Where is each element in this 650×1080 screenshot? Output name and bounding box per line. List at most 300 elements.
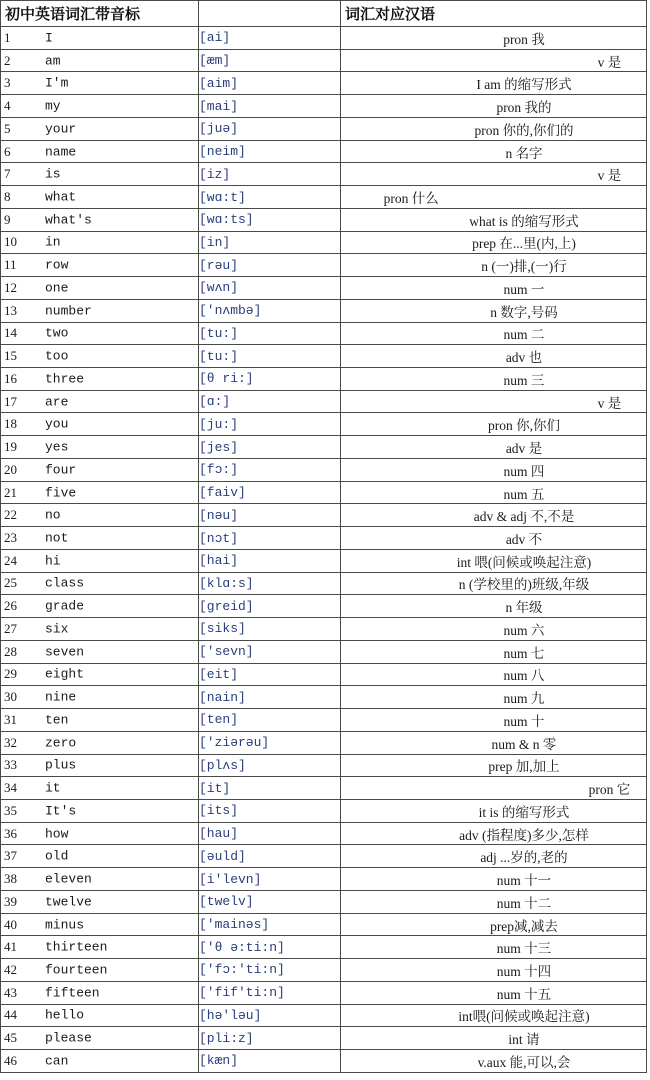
word-cell [1, 254, 199, 277]
phonetic-symbol: [tu:] [199, 325, 239, 341]
phonetic-cell [199, 299, 341, 322]
meaning-cell [341, 117, 647, 140]
word-cell [1, 322, 199, 345]
meaning-cell [341, 72, 647, 95]
meaning-cell [341, 1004, 647, 1027]
row-number: 11 [4, 257, 17, 273]
table-row [1, 436, 647, 459]
table-row [1, 1050, 647, 1073]
chinese-meaning: n 年级 [505, 600, 543, 616]
phonetic-cell [199, 959, 341, 982]
english-word: what's [45, 212, 92, 228]
word-cell [1, 686, 199, 709]
phonetic-symbol: [hai] [199, 553, 239, 569]
word-cell [1, 95, 199, 118]
phonetic-symbol: [hə'ləu] [199, 1007, 262, 1023]
row-number: 36 [4, 825, 17, 841]
row-number: 45 [4, 1030, 17, 1046]
table-row [1, 117, 647, 140]
phonetic-symbol: [ɑ:] [199, 394, 231, 410]
table-row [1, 549, 647, 572]
phonetic-cell [199, 186, 341, 209]
meaning-cell [341, 959, 647, 982]
chinese-meaning: I am 的缩写形式 [476, 77, 572, 93]
english-word: how [45, 826, 69, 842]
row-number: 38 [4, 871, 17, 887]
english-word: thirteen [45, 939, 108, 955]
row-number: 35 [4, 802, 17, 818]
chinese-meaning: num 十一 [496, 873, 552, 889]
table-row [1, 527, 647, 550]
row-number: 30 [4, 689, 17, 705]
phonetic-symbol: [greid] [199, 598, 254, 614]
row-number: 31 [4, 711, 17, 727]
chinese-meaning: pron 你,你们 [488, 418, 560, 434]
english-word: seven [45, 644, 85, 660]
phonetic-cell [199, 549, 341, 572]
table-row [1, 299, 647, 322]
table-row [1, 822, 647, 845]
phonetic-cell [199, 527, 341, 550]
phonetic-symbol: [plʌs] [199, 757, 246, 773]
word-cell [1, 186, 199, 209]
word-cell [1, 1027, 199, 1050]
table-row [1, 686, 647, 709]
table-row [1, 322, 647, 345]
meaning-cell [341, 572, 647, 595]
english-word: are [45, 394, 69, 410]
meaning-cell [341, 436, 647, 459]
row-number: 33 [4, 757, 17, 773]
word-cell [1, 140, 199, 163]
table-row [1, 254, 647, 277]
word-cell [1, 231, 199, 254]
meaning-cell [341, 663, 647, 686]
chinese-meaning: num 六 [503, 622, 545, 638]
phonetic-cell [199, 981, 341, 1004]
row-number: 27 [4, 620, 17, 636]
english-word: please [45, 1030, 92, 1046]
row-number: 37 [4, 848, 17, 864]
row-number: 29 [4, 666, 17, 682]
table-row [1, 572, 647, 595]
meaning-cell [341, 140, 647, 163]
table-row [1, 140, 647, 163]
chinese-meaning: adv 也 [505, 350, 543, 366]
word-cell [1, 504, 199, 527]
phonetic-symbol: [neim] [199, 144, 246, 160]
english-word: hello [45, 1007, 85, 1023]
phonetic-symbol: [fɔ:] [199, 462, 239, 478]
english-word: row [45, 257, 69, 273]
english-word: nine [45, 689, 77, 705]
word-cell [1, 640, 199, 663]
chinese-meaning: int喂(问候或唤起注意) [458, 1009, 590, 1025]
phonetic-symbol: [θ ri:] [199, 371, 254, 387]
phonetic-symbol: [wɑ:ts] [199, 212, 254, 228]
table-row [1, 368, 647, 391]
chinese-meaning: num 十三 [496, 941, 552, 957]
chinese-meaning: prep减,减去 [490, 918, 558, 934]
table-row [1, 754, 647, 777]
row-number: 14 [4, 325, 17, 341]
phonetic-cell [199, 686, 341, 709]
word-cell [1, 481, 199, 504]
meaning-cell [341, 345, 647, 368]
meaning-cell [341, 322, 647, 345]
word-cell [1, 959, 199, 982]
english-word: your [45, 121, 77, 137]
phonetic-cell [199, 436, 341, 459]
table-row [1, 1027, 647, 1050]
phonetic-cell [199, 595, 341, 618]
phonetic-symbol: [eit] [199, 666, 239, 682]
english-word: you [45, 416, 69, 432]
chinese-meaning: adj ...岁的,老的 [480, 850, 568, 866]
chinese-meaning: num 七 [503, 645, 545, 661]
meaning-cell [341, 49, 647, 72]
phonetic-cell [199, 413, 341, 436]
chinese-meaning: pron 我 [503, 31, 545, 47]
row-number: 46 [4, 1052, 17, 1068]
table-row [1, 413, 647, 436]
meaning-cell [341, 208, 647, 231]
word-cell [1, 72, 199, 95]
chinese-meaning: num 二 [503, 327, 545, 343]
row-number: 16 [4, 370, 17, 386]
meaning-cell [341, 527, 647, 550]
english-word: fifteen [45, 985, 100, 1001]
chinese-meaning: int 喂(问候或唤起注意) [456, 554, 592, 570]
phonetic-symbol: [jes] [199, 439, 239, 455]
phonetic-cell [199, 208, 341, 231]
table-row [1, 390, 647, 413]
row-number: 2 [4, 52, 11, 68]
word-cell [1, 27, 199, 50]
english-word: eleven [45, 871, 92, 887]
table-row [1, 49, 647, 72]
phonetic-symbol: [wɑ:t] [199, 189, 246, 205]
chinese-meaning: num 十五 [496, 986, 552, 1002]
chinese-meaning: num 十四 [496, 963, 552, 979]
word-cell [1, 822, 199, 845]
table-row [1, 208, 647, 231]
meaning-cell [341, 27, 647, 50]
meaning-cell [341, 277, 647, 300]
row-number: 44 [4, 1007, 17, 1023]
phonetic-symbol: [rəu] [199, 257, 239, 273]
phonetic-cell [199, 481, 341, 504]
phonetic-symbol: [æm] [199, 53, 231, 69]
english-word: what [45, 189, 77, 205]
table-row [1, 27, 647, 50]
phonetic-cell [199, 777, 341, 800]
word-cell [1, 868, 199, 891]
row-number: 18 [4, 416, 17, 432]
phonetic-cell [199, 618, 341, 641]
meaning-cell [341, 413, 647, 436]
word-cell [1, 527, 199, 550]
row-number: 8 [4, 189, 11, 204]
table-row [1, 799, 647, 822]
meaning-cell [341, 390, 647, 413]
phonetic-symbol: ['ziərəu] [199, 735, 270, 751]
row-number: 7 [4, 166, 11, 182]
english-word: name [45, 144, 77, 160]
phonetic-cell [199, 1027, 341, 1050]
meaning-cell [341, 640, 647, 663]
phonetic-symbol: [twelv] [199, 894, 254, 910]
row-number: 1 [4, 29, 11, 45]
english-word: three [45, 371, 85, 387]
meaning-cell [341, 458, 647, 481]
meaning-cell [341, 231, 647, 254]
meaning-cell [341, 890, 647, 913]
english-word: no [45, 507, 61, 523]
chinese-meaning: num 九 [503, 691, 545, 707]
phonetic-cell [199, 95, 341, 118]
chinese-meaning: pron 什么 [383, 191, 439, 206]
phonetic-symbol: ['fɔ:'ti:n] [199, 962, 285, 978]
row-number: 39 [4, 893, 17, 909]
chinese-meaning: int 请 [508, 1032, 540, 1048]
table-row [1, 913, 647, 936]
phonetic-cell [199, 868, 341, 891]
meaning-cell [341, 777, 647, 800]
phonetic-cell [199, 709, 341, 732]
chinese-meaning: pron 它 [588, 782, 631, 798]
row-number: 15 [4, 348, 17, 364]
phonetic-cell [199, 731, 341, 754]
header-phonetic-blank [199, 1, 341, 27]
chinese-meaning: adv 是 [505, 441, 543, 457]
phonetic-cell [199, 572, 341, 595]
english-word: can [45, 1053, 69, 1069]
phonetic-symbol: ['mainəs] [199, 917, 270, 932]
phonetic-symbol: [tu:] [199, 348, 239, 364]
chinese-meaning: num 五 [503, 486, 545, 502]
phonetic-cell [199, 1050, 341, 1073]
row-number: 5 [4, 120, 11, 136]
phonetic-symbol: [juə] [199, 121, 239, 137]
table-row [1, 595, 647, 618]
word-cell [1, 663, 199, 686]
english-word: old [45, 848, 69, 864]
phonetic-cell [199, 504, 341, 527]
meaning-cell [341, 95, 647, 118]
word-cell [1, 163, 199, 186]
word-cell [1, 1004, 199, 1027]
phonetic-cell [199, 254, 341, 277]
table-row [1, 458, 647, 481]
phonetic-symbol: [nəu] [199, 507, 239, 523]
word-cell [1, 368, 199, 391]
phonetic-symbol: ['nʌmbə] [199, 303, 262, 319]
table-row [1, 981, 647, 1004]
meaning-cell [341, 868, 647, 891]
meaning-cell [341, 1050, 647, 1073]
chinese-meaning: num & n 零 [491, 736, 557, 752]
row-number: 21 [4, 484, 17, 500]
table-row [1, 890, 647, 913]
phonetic-cell [199, 936, 341, 959]
meaning-cell [341, 754, 647, 777]
table-row [1, 186, 647, 209]
chinese-meaning: n 名字 [505, 145, 543, 161]
word-cell [1, 458, 199, 481]
chinese-meaning: it is 的缩写形式 [478, 804, 570, 820]
phonetic-symbol: [faiv] [199, 485, 246, 501]
phonetic-cell [199, 117, 341, 140]
phonetic-cell [199, 754, 341, 777]
row-number: 41 [4, 939, 17, 955]
row-number: 20 [4, 461, 17, 477]
phonetic-cell [199, 322, 341, 345]
header-title: 初中英语词汇带音标 [1, 1, 199, 27]
meaning-cell [341, 1027, 647, 1050]
chinese-meaning: v 是 [597, 54, 622, 70]
english-word: plus [45, 757, 77, 773]
word-cell [1, 572, 199, 595]
meaning-cell [341, 913, 647, 936]
table-row [1, 959, 647, 982]
meaning-cell [341, 504, 647, 527]
header-meaning-title: 词汇对应汉语 [341, 1, 647, 27]
table-row [1, 504, 647, 527]
english-word: six [45, 621, 69, 637]
english-word: eight [45, 666, 85, 682]
english-word: in [45, 234, 61, 250]
phonetic-symbol: [wʌn] [199, 280, 239, 296]
word-cell [1, 981, 199, 1004]
word-cell [1, 777, 199, 800]
table-row [1, 663, 647, 686]
chinese-meaning: num 十二 [496, 895, 552, 911]
row-number: 10 [4, 234, 17, 250]
table-row [1, 936, 647, 959]
row-number: 32 [4, 734, 17, 750]
meaning-cell [341, 481, 647, 504]
chinese-meaning: adv 不 [505, 532, 543, 548]
phonetic-cell [199, 822, 341, 845]
phonetic-cell [199, 913, 341, 936]
chinese-meaning: num 十 [503, 713, 545, 729]
table-row [1, 618, 647, 641]
phonetic-symbol: ['fif'ti:n] [199, 985, 285, 1001]
english-word: one [45, 280, 69, 296]
chinese-meaning: prep 加,加上 [488, 759, 560, 775]
word-cell [1, 117, 199, 140]
meaning-cell [341, 368, 647, 391]
phonetic-symbol: [aim] [199, 75, 239, 91]
phonetic-symbol: [ten] [199, 712, 239, 728]
table-row [1, 72, 647, 95]
phonetic-cell [199, 640, 341, 663]
row-number: 17 [4, 393, 17, 409]
row-number: 23 [4, 530, 17, 546]
english-word: five [45, 485, 77, 501]
row-number: 22 [4, 507, 17, 523]
english-word: I'm [45, 75, 69, 91]
meaning-cell [341, 163, 647, 186]
chinese-meaning: num 四 [503, 463, 545, 479]
row-number: 24 [4, 552, 17, 568]
word-cell [1, 890, 199, 913]
phonetic-symbol: [it] [199, 780, 231, 796]
meaning-cell [341, 186, 647, 209]
english-word: grade [45, 598, 85, 614]
english-word: it [45, 780, 61, 796]
phonetic-cell [199, 49, 341, 72]
phonetic-symbol: [siks] [199, 621, 246, 637]
phonetic-cell [199, 890, 341, 913]
row-number: 43 [4, 984, 17, 1000]
english-word: I [45, 30, 53, 46]
chinese-meaning: n (学校里的)班级,年级 [458, 577, 590, 593]
word-cell [1, 936, 199, 959]
chinese-meaning: n 数字,号码 [490, 304, 558, 320]
row-number: 28 [4, 643, 17, 659]
word-cell [1, 754, 199, 777]
table-row [1, 640, 647, 663]
english-word: fourteen [45, 962, 108, 978]
row-number: 6 [4, 143, 11, 159]
meaning-cell [341, 595, 647, 618]
row-number: 12 [4, 279, 17, 295]
row-number: 4 [4, 98, 11, 114]
english-word: class [45, 575, 85, 591]
chinese-meaning: adv (指程度)多少,怎样 [459, 827, 589, 843]
phonetic-symbol: [ai] [199, 30, 231, 46]
phonetic-cell [199, 345, 341, 368]
table-row [1, 731, 647, 754]
phonetic-symbol: [əuld] [199, 848, 246, 864]
word-cell [1, 799, 199, 822]
english-word: hi [45, 553, 61, 569]
row-number: 40 [4, 916, 17, 932]
chinese-meaning: v 是 [597, 395, 622, 411]
english-word: ten [45, 712, 69, 728]
english-word: too [45, 348, 69, 364]
phonetic-symbol: [its] [199, 803, 239, 819]
phonetic-cell [199, 845, 341, 868]
table-row [1, 868, 647, 891]
phonetic-symbol: [kæn] [199, 1053, 239, 1069]
phonetic-cell [199, 277, 341, 300]
row-number: 34 [4, 780, 17, 796]
table-body [1, 27, 647, 1073]
phonetic-symbol: [nain] [199, 689, 246, 705]
meaning-cell [341, 936, 647, 959]
row-number: 9 [4, 211, 11, 227]
english-word: minus [45, 917, 85, 932]
word-cell [1, 208, 199, 231]
word-cell [1, 390, 199, 413]
word-cell [1, 913, 199, 936]
phonetic-cell [199, 663, 341, 686]
phonetic-symbol: [pli:z] [199, 1030, 254, 1046]
phonetic-symbol: ['sevn] [199, 644, 254, 660]
phonetic-symbol: [ju:] [199, 416, 239, 432]
phonetic-cell [199, 368, 341, 391]
phonetic-symbol: [iz] [199, 166, 231, 182]
table-row [1, 231, 647, 254]
chinese-meaning: n (一)排,(一)行 [481, 259, 567, 275]
phonetic-symbol: [mai] [199, 98, 239, 114]
word-cell [1, 549, 199, 572]
english-word: am [45, 53, 61, 69]
table-row [1, 1004, 647, 1027]
